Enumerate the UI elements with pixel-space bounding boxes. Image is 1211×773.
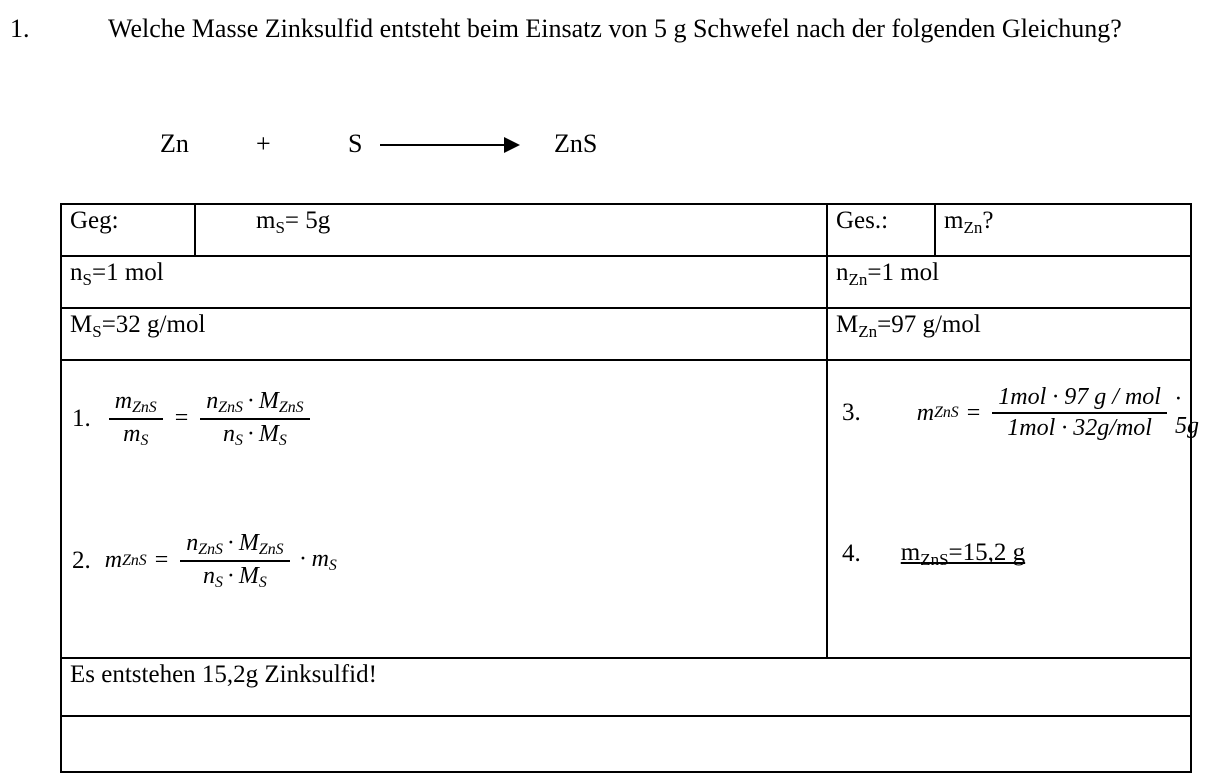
n-right-subscript: Zn: [848, 269, 868, 289]
step-2-tail-sub: S: [328, 557, 337, 575]
product-zns: ZnS: [554, 129, 598, 158]
molar-mass-right-cell: [827, 308, 1191, 360]
table-row-empty: [61, 716, 1191, 772]
table-row-given: [61, 204, 1191, 256]
step-1-rhs-num-b-sub: ZnS: [278, 398, 304, 416]
question-number: 1.: [10, 14, 30, 43]
step-1-rhs-num-b: M: [258, 388, 279, 414]
step-1-number: 1.: [72, 404, 91, 432]
step-2-math: [105, 529, 337, 593]
empty-cell: [61, 716, 1191, 772]
formula-step-4: [842, 539, 1025, 570]
step-1-rhs-num-a-sub: ZnS: [218, 398, 243, 416]
step-1-lhs-denominator: [117, 420, 154, 451]
reactant-zn: Zn: [160, 129, 189, 158]
sought-value-subscript: Zn: [963, 217, 983, 237]
n-right-symbol: n: [836, 259, 849, 286]
step-2-den-b-sub: S: [258, 573, 267, 591]
step-2-den-a: n: [203, 562, 215, 589]
formula-right-cell: [827, 360, 1199, 658]
step-1-lhs-numerator: [109, 387, 163, 418]
plus-sign: +: [256, 129, 271, 158]
question-block: [10, 12, 1190, 46]
sought-label-cell: [827, 204, 935, 256]
step-4-result-sub: ZnS: [920, 549, 949, 569]
arrow-right-icon: [380, 127, 520, 161]
step-1-lhs-den-sub: S: [140, 431, 149, 449]
reaction-equation: [160, 127, 597, 161]
step-2-num-a-sub: ZnS: [198, 540, 223, 558]
given-value-rest: = 5g: [284, 207, 331, 234]
step-2-num-b-sub: ZnS: [258, 540, 284, 558]
table-row-amount: [61, 256, 1191, 308]
given-value-symbol: m: [256, 207, 276, 234]
step-2-den-dot: ·: [226, 562, 235, 589]
step-1-lhs-den-symbol: m: [123, 420, 141, 447]
reactant-s: S: [348, 129, 363, 158]
M-left-symbol: M: [70, 311, 93, 338]
n-left-symbol: n: [70, 259, 83, 286]
M-left-subscript: S: [92, 321, 102, 341]
molar-mass-left-cell: [61, 308, 827, 360]
formula-left-cell: [61, 360, 827, 658]
formula-step-2: [72, 529, 337, 593]
step-2-denominator: [197, 562, 273, 593]
step-2-fraction: [180, 529, 289, 593]
table-row-conclusion: [61, 658, 1191, 716]
M-right-rest: =97 g/mol: [877, 311, 981, 338]
step-3-tail: · 5g: [1174, 386, 1199, 439]
step-2-equals: =: [154, 547, 169, 574]
sought-value-cell: [935, 204, 1191, 256]
given-value-cell: [195, 204, 827, 256]
step-4-result: [901, 539, 1025, 570]
conclusion-cell: Es entstehen 15,2g Zinksulfid!: [61, 658, 1191, 716]
step-2-den-b: M: [238, 562, 259, 589]
amount-right-cell: [827, 256, 1191, 308]
given-label-cell: [61, 204, 195, 256]
M-right-symbol: M: [836, 311, 859, 338]
given-label: Geg:: [70, 207, 119, 234]
step-2-num-a: n: [186, 530, 199, 556]
sought-value-rest: ?: [982, 207, 994, 234]
step-1-rhs-den-a-sub: S: [235, 431, 243, 449]
step-2-tail: [300, 546, 337, 575]
amount-left-cell: [61, 256, 827, 308]
step-3-number: 3.: [842, 399, 861, 426]
step-3-fraction: [992, 383, 1167, 443]
step-1-rhs-den-b-sub: S: [278, 431, 287, 449]
n-left-subscript: S: [82, 269, 92, 289]
step-2-den-a-sub: S: [215, 573, 223, 591]
step-2-num-b: M: [238, 530, 259, 556]
step-1-lhs-fraction: [109, 387, 163, 451]
question-text: Welche Masse Zinksulfid entsteht beim Einsatz von 5 g Schwefel nach der folgenden Gleichung?: [108, 14, 1122, 43]
step-2-lhs-sub: ZnS: [122, 551, 147, 569]
step-3-numerator: 1mol · 97 g / mol: [998, 384, 1161, 410]
sought-label: Ges.:: [836, 207, 889, 234]
table-row-molar-mass: [61, 308, 1191, 360]
step-4-result-rest: =15,2 g: [948, 539, 1026, 566]
M-right-subscript: Zn: [858, 321, 878, 341]
n-right-rest: =1 mol: [867, 259, 940, 286]
step-1-rhs-fraction: [200, 387, 309, 451]
n-left-rest: =1 mol: [91, 259, 164, 286]
formula-step-1: [72, 387, 314, 451]
step-1-equals: =: [174, 405, 189, 432]
step-4-result-symbol: m: [900, 539, 921, 566]
step-3-lhs-sub: ZnS: [934, 404, 959, 421]
step-3-denominator: 1mol · 32g/mol: [1007, 415, 1152, 441]
step-1-rhs-numerator: [200, 387, 309, 418]
step-2-num-dot: ·: [226, 530, 235, 556]
step-4-number: 4.: [842, 540, 861, 568]
formula-step-3: [842, 383, 1199, 443]
step-1-lhs-num-symbol: m: [114, 388, 133, 414]
step-2-lhs-symbol: m: [104, 547, 123, 574]
step-1-rhs-den-a: n: [223, 420, 235, 447]
step-1-rhs-den-b: M: [258, 420, 279, 447]
sought-value-symbol: m: [944, 207, 964, 234]
step-1-rhs-num-a: n: [206, 388, 219, 414]
given-value-subscript: S: [275, 217, 285, 237]
step-1-math: [105, 387, 314, 451]
step-2-numerator: [180, 529, 289, 560]
step-3-lhs-symbol: m: [916, 399, 935, 426]
step-2-number: 2.: [72, 546, 91, 574]
step-1-rhs-num-dot: ·: [246, 388, 255, 414]
step-1-rhs-denominator: [217, 420, 293, 451]
step-3-equals: =: [966, 399, 981, 426]
solution-table: [60, 203, 1199, 773]
step-1-rhs-den-dot: ·: [246, 420, 255, 447]
step-2-tail-text: · m: [299, 546, 329, 573]
step-1-lhs-num-sub: ZnS: [132, 398, 157, 416]
M-left-rest: =32 g/mol: [101, 311, 206, 338]
table-row-formulas: [61, 360, 1191, 658]
step-3-math: [917, 383, 1199, 443]
